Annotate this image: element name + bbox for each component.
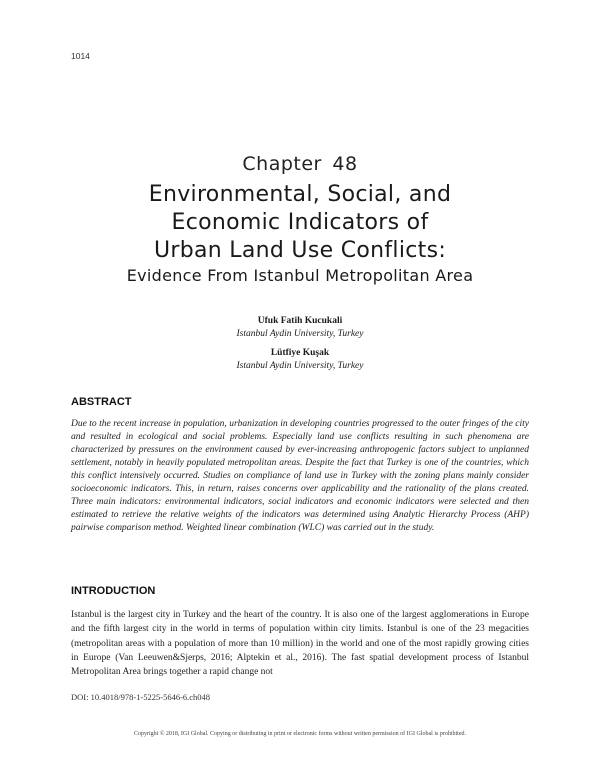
author-affiliation: Istanbul Aydin University, Turkey <box>236 329 364 339</box>
abstract-heading: ABSTRACT <box>71 396 132 408</box>
author-block <box>0 347 600 373</box>
author-block <box>0 315 600 341</box>
doi: DOI: 10.4018/978-1-5225-5646-6.ch048 <box>71 692 211 702</box>
chapter-subtitle: Evidence From Istanbul Metropolitan Area <box>126 266 474 285</box>
copyright-notice: Copyright © 2018, IGI Global. Copying or distributing in print or electronic forms without written permission of IGI Global is prohibited. <box>133 731 466 737</box>
author-name: Lütfiye Kuşak <box>270 348 330 358</box>
author-affiliation: Istanbul Aydin University, Turkey <box>236 361 364 371</box>
introduction-heading: INTRODUCTION <box>71 585 156 597</box>
page-number: 1014 <box>71 51 90 61</box>
chapter-title-line: Economic Indicators of <box>171 210 429 235</box>
chapter-title-line: Environmental, Social, and <box>148 182 452 207</box>
chapter-title <box>0 181 600 265</box>
author-name: Ufuk Fatih Kucukali <box>257 316 343 326</box>
introduction-text: Istanbul is the largest city in Turkey and the heart of the country. It is also one of the largest agglomerations in Europe and the fifth largest city in the world in terms of population within city limits. Istanbul is one of the 23 megacities (metropolitan areas with a population of more than 10 million) in the world and one of the most rapidly growing cities in Europe (Van Leeuwen&Sjerps, 2016; Alptekin et al., 2016). The fast spatial development process of Istanbul Metropolitan Area brings together a rapid change not <box>71 610 529 678</box>
abstract-text: Due to the recent increase in population, urbanization in developing countries progressed to the outer fringes of the city and resulted in ecological and social problems. Especially land use conflicts resulting in such phenomena are characterized by pressures on the environment caused by ever-increasing anthropogenic factors subject to unplanned settlement, notably in heavily populated metropolitan areas. Despite the fact that Turkey is one of the countries, which this conflict intensively occurred. Studies on compliance of land use in Turkey with the zoning plans mainly consider socioeconomic indicators. This, in return, raises concerns over applicability and the rationality of the plans created. Three main indicators: environmental indicators, social indicators and economic indicators were selected and then estimated to retrieve the relative weights of the indicators was determined using Analytic Hierarchy Process (AHP) pairwise comparison method. Weighted linear combination (WLC) was carried out in the study. <box>71 419 529 534</box>
chapter-title-line: Urban Land Use Conflicts: <box>153 238 447 263</box>
chapter-label: Chapter 48 <box>242 153 358 175</box>
